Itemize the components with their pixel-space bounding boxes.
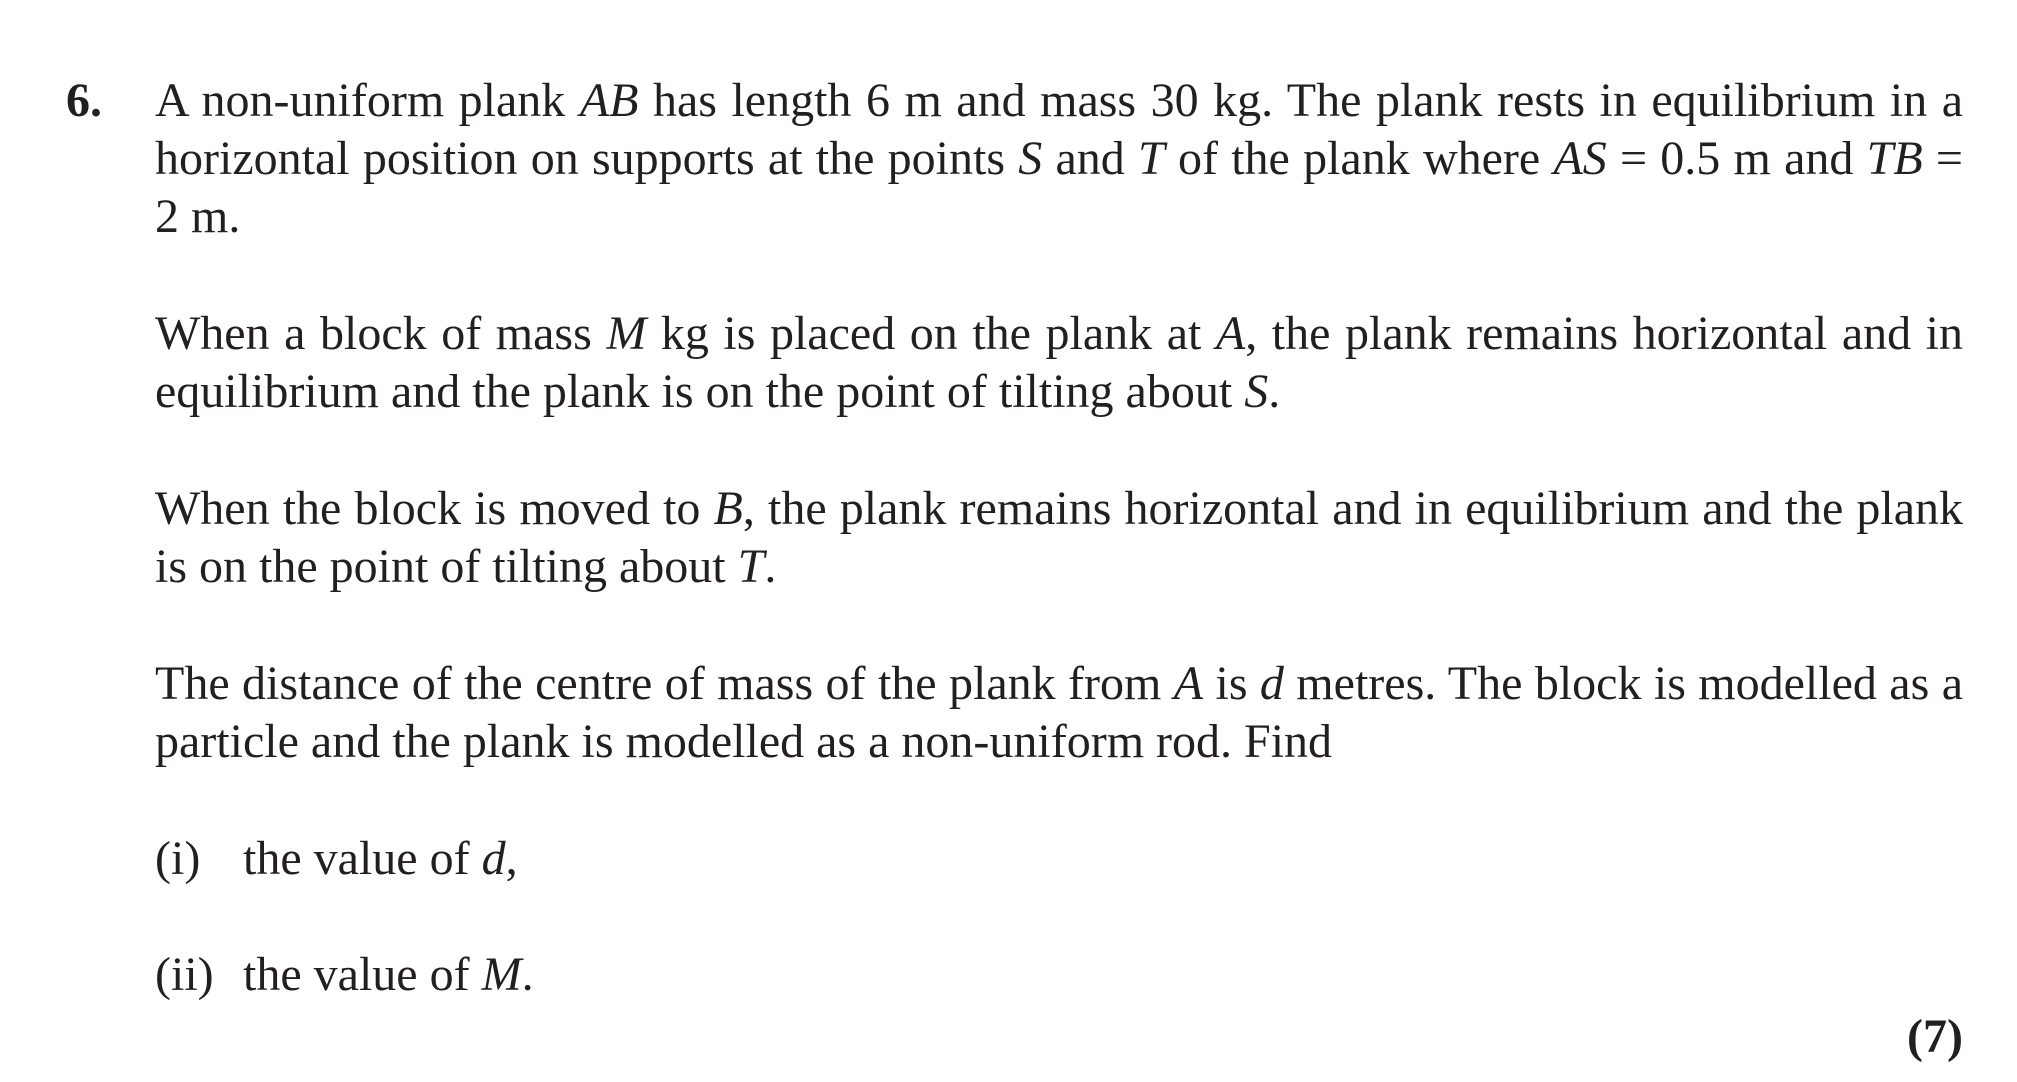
var-M: M bbox=[606, 307, 647, 360]
var-d: d bbox=[1259, 657, 1284, 710]
paragraph-plank-description: A non-uniform plank AB has length 6 m and mass 30 kg. The plank rests in equilibrium in a horizontal position on supports at the points S and T of the plank where AS = 0.5 m and TB = 2 m. bbox=[155, 74, 1963, 243]
marks-total: (7) bbox=[1907, 1010, 1963, 1063]
var-S: S bbox=[1018, 132, 1043, 185]
var-T: T bbox=[737, 540, 765, 593]
var-M: M bbox=[481, 948, 522, 1001]
var-AS: AS bbox=[1553, 132, 1607, 185]
paragraph-centre-of-mass: The distance of the centre of mass of the plank from A is d metres. The block is modelled as a particle and the plank is modelled as a non-uniform rod. Find bbox=[155, 657, 1963, 768]
var-T: T bbox=[1138, 132, 1165, 185]
question-number: 6. bbox=[66, 74, 102, 127]
var-A: A bbox=[1215, 307, 1246, 360]
var-A: A bbox=[1173, 657, 1204, 710]
part-i: (i) the value of d, bbox=[155, 830, 518, 888]
paragraph-block-at-B: When the block is moved to B, the plank remains horizontal and in equilibrium and the plank is on the point of tilting about T. bbox=[155, 482, 1963, 593]
part-ii: (ii) the value of M. bbox=[155, 946, 534, 1004]
var-S: S bbox=[1244, 365, 1269, 418]
var-TB: TB bbox=[1866, 132, 1923, 185]
var-B: B bbox=[713, 482, 743, 535]
var-d: d bbox=[481, 832, 506, 885]
part-label: (ii) bbox=[155, 948, 214, 1001]
paragraph-block-at-A: When a block of mass M kg is placed on the plank at A, the plank remains horizontal and in equilibrium and the plank is on the point of tilting about S. bbox=[155, 307, 1964, 418]
var-AB: AB bbox=[579, 74, 639, 127]
part-label: (i) bbox=[155, 832, 201, 885]
